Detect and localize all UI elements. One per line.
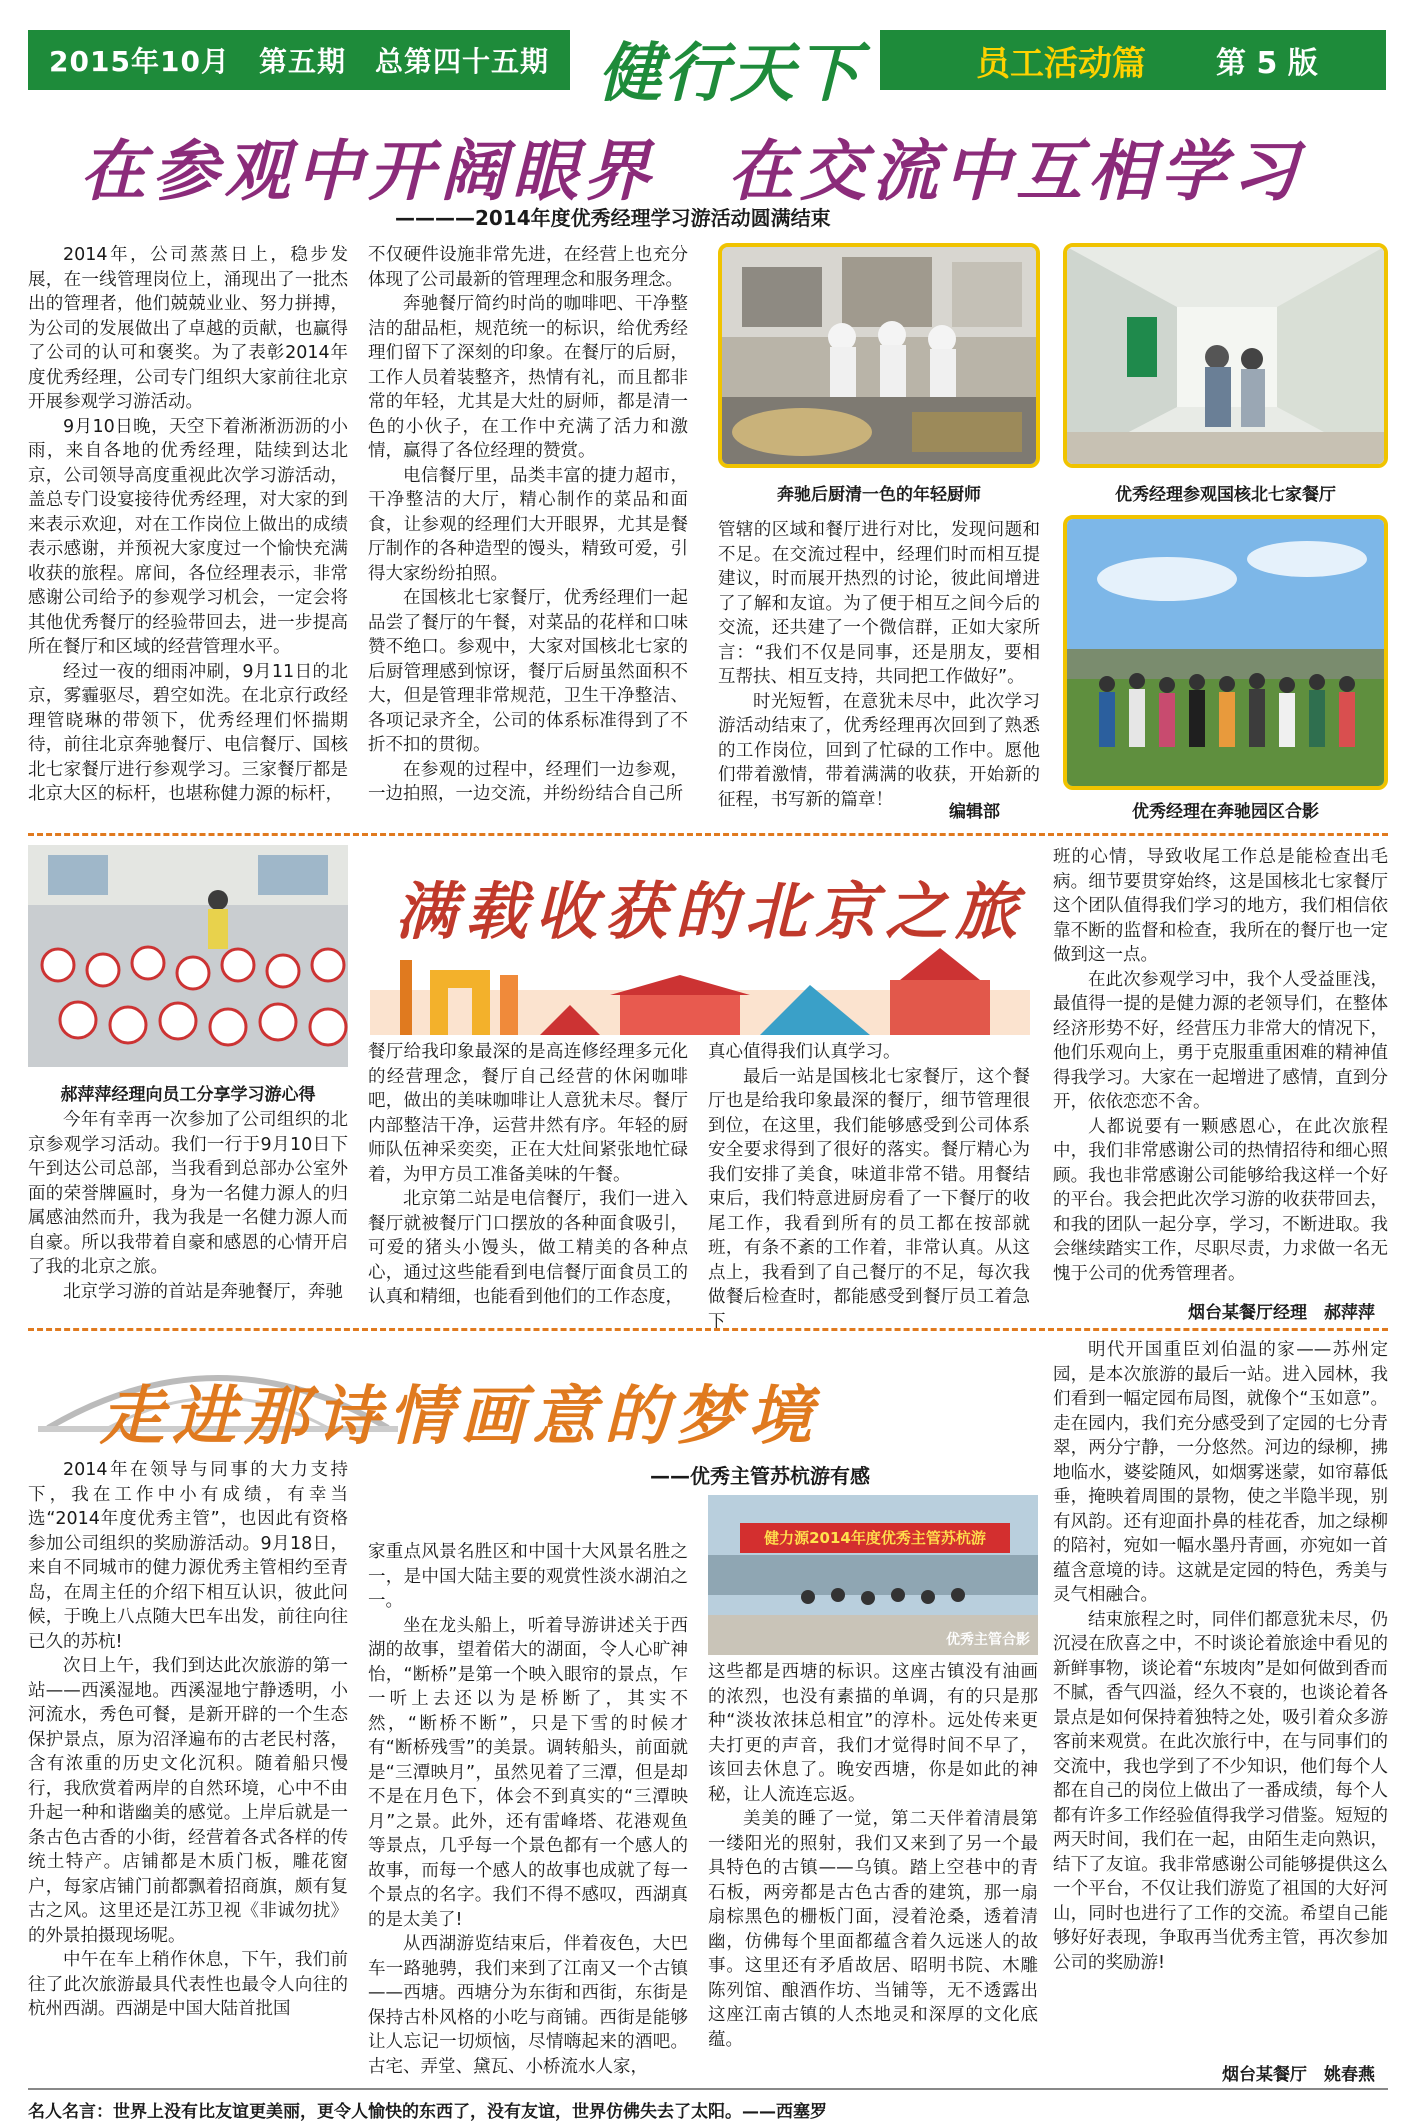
article1-col1 (28, 243, 348, 807)
paragraph: 电信餐厅里，品类丰富的捷力超市，干净整洁的大厅，精心制作的菜品和面食，让参观的经理们大开眼界，尤其是餐厅制作的各种造型的馒头，精致可爱，引得大家纷纷拍照。 (368, 465, 688, 584)
paragraph: 在国核北七家餐厅，优秀经理们一起品尝了餐厅的午餐，对菜品的花样和口味赞不绝口。参观中，大家对国核北七家的后厨管理感到惊讶，餐厅后厨虽然面积不大，但是管理非常规范，卫生干净整洁、各项记录齐全，公司的体系标准得到了不折不扣的贯彻。 (368, 588, 688, 755)
paragraph: 中午在车上稍作休息，下午，我们前往了此次旅游最具代表性也最令人向往的杭州西湖。西湖是中国大陆首批国 (28, 1950, 348, 2019)
paragraph: 最后一站是国核北七家餐厅，这个餐厅也是给我印象最深的餐厅，细节管理很到位，在这里，我们能够感受到公司体系安全要求得到了很好的落实。餐厅精心为我们安排了美食，味道非常不错。用餐结束后，我们特意进厨房看了一下餐厅的收尾工作，我看到所有的员工都在按部就班，有条不紊的工作着，非常认真。从这点上，我看到了自己餐厅的不足，每次我做餐后检查时，都能感受到餐厅员工着急下 (708, 1066, 1030, 1332)
article1-signature: 编辑部 (949, 802, 1000, 822)
group-banner (740, 1523, 1010, 1553)
page-number: 第 5 版 (1216, 46, 1318, 81)
paragraph: 人都说要有一颗感恩心，在此次旅程中，我们非常感谢公司的热情招待和细心照顾。我也非常感谢公司能够给我这样一个好的平台。我会把此次学习游的收获带回去，和我的团队一起分享，学习，不断进取。我会继续踏实工作，尽职尽责，力求做一名无愧于公司的优秀管理者。 (1053, 1116, 1388, 1284)
photo-supervisors-group (708, 1495, 1038, 1655)
paragraph: 今年有幸再一次参加了公司组织的北京参观学习活动。我们一行于9月10日下午到达公司总部，当我看到总部办公室外面的荣誉牌匾时，身为一名健力源人的归属感油然而升，我为我是一名健力源人而自豪。所以我带着自豪和感恩的心情开启了我的北京之旅。 (28, 1110, 348, 1277)
photo-caption: 郝萍萍经理向员工分享学习游心得 (60, 1085, 316, 1105)
section-divider (28, 833, 1388, 836)
paragraph: 2014年在领导与同事的大力支持下，我在工作中小有成绩，有幸当选“2014年度优秀主管”，也因此有资格参加公司组织的奖励游活动。9月18日，来自不同城市的健力源优秀主管相约至青岛，在周主任的介绍下相互认识，彼此问候，于晚上八点随大巴车出发，前往向往已久的苏杭! (28, 1460, 348, 1652)
quote-text: 世界上没有比友谊更美丽，更令人愉快的东西了，没有友谊，世界仿佛失去了太阳。——西塞罗 (113, 2102, 827, 2122)
photo-kitchen-chefs (718, 243, 1040, 468)
paragraph: 家重点风景名胜区和中国十大风景名胜之一，是中国大陆主要的观赏性淡水湖泊之一。 (368, 1542, 688, 1611)
article2-signature: 烟台某餐厅经理 郝萍萍 (1188, 1303, 1375, 1323)
paragraph: 从西湖游览结束后，伴着夜色，大巴车一路驰骋，我们来到了江南又一个古镇——西塘。西塘分为东街和西街，东街是保持古朴风格的小吃与商铺。西街是能够让人忘记一切烦恼，尽情嗨起来的酒吧。古宅、弄堂、黛瓦、小桥流水人家， (368, 1934, 688, 2077)
issue-bar (28, 30, 570, 90)
paragraph: 经过一夜的细雨冲刷，9月11日的北京，雾霾驱尽，碧空如洗。在北京行政经理管晓琳的带领下，优秀经理们怀揣期待，前往北京奔驰餐厅、电信餐厅、国核北七家餐厅进行参观学习。三家餐厅都是北京大区的标杆，也堪称健力源的标杆， (28, 661, 348, 804)
article2-col2 (368, 1040, 688, 1310)
paragraph: 在此次参观学习中，我个人受益匪浅，最值得一提的是健力源的老领导们，在整体经济形势不好，经营压力非常大的情况下，他们乐观向上，勇于克服重重困难的精神值得我学习。大家在一起增进了感情，直到分开，依依恋恋不舍。 (1053, 969, 1388, 1112)
article2-col4 (1053, 845, 1388, 1286)
article3-subtitle: ——优秀主管苏杭游有感 (650, 1464, 870, 1488)
kitchen-illustration (722, 247, 1036, 464)
article2-col3 (708, 1040, 1030, 1334)
section-title: 员工活动篇 (976, 43, 1146, 84)
paragraph: 北京第二站是电信餐厅，我们一进入餐厅就被餐厅门口摆放的各种面食吸引，可爱的猪头小馒头，做工精美的各种点心，通过这些能看到电信餐厅面食员工的认真和精细，也能看到他们的工作态度， (368, 1189, 688, 1307)
article1-subtitle: ————2014年度优秀经理学习游活动圆满结束 (395, 206, 831, 230)
section-bar (880, 30, 1386, 90)
footer-rule (28, 2088, 1388, 2090)
photo-caption: 优秀主管合影 (946, 1632, 1030, 1648)
article3-col1 (28, 1458, 348, 2022)
paragraph: 这些都是西塘的标识。这座古镇没有油画的浓烈，也没有素描的单调，有的只是那种“淡妆浓抹总相宜”的淳朴。远处传来更夫打更的声音，我们才觉得时间不早了，该回去休息了。晚安西塘，你是如此的神秘，让人流连忘返。 (708, 1662, 1038, 1805)
corridor-illustration (1067, 247, 1384, 464)
article1-title: 在参观中开阔眼界 在交流中互相学习 (80, 132, 1304, 210)
photo-corridor-visit (1063, 243, 1388, 468)
paragraph: 9月10日晚，天空下着淅淅沥沥的小雨，来自各地的优秀经理，陆续到达北京，公司领导高度重视此次学习游活动，盖总专门设宴接待优秀经理，对大家的到来表示欢迎，对在工作岗位上做出的成绩表示感谢，并预祝大家度过一个愉快充满收获的旅程。席间，各位经理表示，非常感谢公司给予的参观学习机会，一定会将其他优秀餐厅的经验带回去，进一步提高所在餐厅和区域的经营管理水平。 (28, 416, 348, 657)
paragraph: 班的心情，导致收尾工作总是能检查出毛病。细节要贯穿始终，这是国核北七家餐厅这个团队值得我们学习的地方，我们相信依靠不断的监督和检查，我所在的餐厅也一定做到这一点。 (1053, 847, 1388, 965)
paragraph: 时光短暂，在意犹未尽中，此次学习游活动结束了，优秀经理再次回到了熟悉的工作岗位，回到了忙碌的工作中。愿他们带着激情，带着满满的收获，开始新的征程，书写新的篇章！ (718, 691, 1040, 810)
beijing-skyline-graphic (370, 930, 1030, 1035)
paragraph: 真心值得我们认真学习。 (708, 1042, 901, 1062)
paragraph: 北京学习游的首站是奔驰餐厅，奔驰 (63, 1281, 343, 1302)
paragraph: 2014年，公司蒸蒸日上，稳步发展，在一线管理岗位上，涌现出了一批杰出的管理者，他们兢兢业业、努力拼搏，为公司的发展做出了卓越的贡献，也赢得了公司的认可和褒奖。为了表彰2014年度优秀经理，公司专门组织大家前往北京开展参观学习游活动。 (28, 245, 348, 412)
paragraph: 在参观的过程中，经理们一边参观，一边拍照，一边交流，并纷纷结合自己所 (368, 759, 688, 804)
paragraph: 坐在龙头船上，听着导游讲述关于西湖的故事，望着偌大的湖面，令人心旷神怡，“断桥”是第一个映入眼帘的景点，乍一听上去还以为是桥断了，其实不然，“断桥不断”，只是下雪的时候才有“断桥残雪”的美景。调转船头，前面就是“三潭映月”，虽然见着了三潭，但是却不是在月色下，体会不到真实的“三潭映月”之景。此外，还有雷峰塔、花港观鱼等景点，几乎每一个景色都有一个感人的故事，而每一个感人的故事也成就了每一个景点的名字。我们不得不感叹，西湖真的是太美了! (368, 1615, 688, 1930)
article2-col1 (28, 1108, 348, 1304)
article2-title: 满载收获的北京之旅 (395, 875, 1026, 948)
article1-col3 (718, 518, 1040, 812)
article3-signature: 烟台某餐厅 姚春燕 (1222, 2065, 1375, 2085)
issue-info: 2015年10月 第五期 总第四十五期 (49, 45, 549, 78)
photo-sharing-session (28, 845, 348, 1067)
paragraph: 餐厅给我印象最深的是高连修经理多元化的经营理念，餐厅自己经营的休闲咖啡吧，做出的美味咖啡让人意犹未尽。餐厅内部整洁干净，运营井然有序。年轻的厨师队伍神采奕奕，正在大灶间紧张地忙碌着，为甲方员工准备美味的午餐。 (368, 1042, 688, 1185)
article1-col2 (368, 243, 688, 807)
photo-group-campus (1063, 515, 1388, 790)
article3-col2 (368, 1540, 688, 2079)
banner-text: 健力源2014年度优秀主管苏杭游 (764, 1529, 986, 1547)
famous-quote (28, 2097, 1388, 2122)
article3-col4 (1053, 1338, 1388, 1975)
paragraph: 明代开国重臣刘伯温的家——苏州定园，是本次旅游的最后一站。进入园林，我们看到一幅定园布局图，就像个“玉如意”。走在园内，我们充分感受到了定园的七分青翠，两分宁静，一分悠然。河边的绿柳，拂地临水，婆娑随风，如烟雾迷蒙，如帘幕低垂，掩映着周围的景物，使之半隐半现，别有风韵。还有迎面扑鼻的桂花香，加之绿柳的陪衬，宛如一幅水墨丹青画，亦宛如一首蕴含意境的诗。这就是定园的特色，秀美与灵气相融合。 (1053, 1340, 1388, 1605)
paragraph: 管辖的区域和餐厅进行对比，发现问题和不足。在交流过程中，经理们时而相互提建议，时而展开热烈的讨论，彼此间增进了了解和友谊。为了便于相互之间今后的交流，还共建了一个微信群，正如大家所言：“我们不仅是同事，还是朋友，要相互帮扶、相互支持，共同把工作做好”。 (718, 520, 1040, 687)
masthead-logo: 健行天下 (598, 36, 862, 111)
paragraph: 美美的睡了一觉，第二天伴着清晨第一缕阳光的照射，我们又来到了另一个最具特色的古镇——乌镇。踏上空巷中的青石板，两旁都是古色古香的建筑，那一扇扇棕黑色的栅板门面，浸着沧桑，透着清幽，仿佛每个里面都蕴含着久远迷人的故事。这里还有矛盾故居、昭明书院、木雕陈列馆、酿酒作坊、当铺等，无不透露出这座江南古镇的人杰地灵和深厚的文化底蕴。 (708, 1809, 1038, 2050)
classroom-illustration (28, 845, 348, 1067)
paragraph: 不仅硬件设施非常先进，在经营上也充分体现了公司最新的管理理念和服务理念。 (368, 245, 688, 290)
group-illustration (1067, 519, 1384, 786)
photo-caption: 优秀经理参观国核北七家餐厅 (1115, 485, 1336, 505)
photo-caption: 奔驰后厨清一色的年轻厨师 (777, 485, 981, 505)
quote-label: 名人名言： (28, 2102, 113, 2122)
article3-title: 走进那诗情画意的梦境 (100, 1379, 820, 1454)
section-divider (28, 1328, 1388, 1331)
paragraph: 结束旅程之时，同伴们都意犹未尽，仍沉浸在欣喜之中，不时谈论着旅途中看见的新鲜事物，谈论着“东坡肉”是如何做到香而不腻，香气四溢，经久不衰的，也谈论着各景点是如何保持着独特之处，吸引着众多游客前来观赏。在此次旅行中，在与同事们的交流中，我也学到了不少知识，他们每个人都在自己的岗位上做出了一番成绩，每个人都有许多工作经验值得我学习借鉴。短短的两天时间，我们在一起，由陌生走向熟识，结下了友谊。我非常感谢公司能够提供这么一个平台，不仅让我们游览了祖国的大好河山，同时也进行了工作的交流。希望自己能够好好表现，争取再当优秀主管，再次参加公司的奖励游! (1053, 1609, 1388, 1973)
article3-col3 (708, 1660, 1038, 2052)
photo-caption: 优秀经理在奔驰园区合影 (1132, 802, 1319, 822)
paragraph: 奔驰餐厅简约时尚的咖啡吧、干净整洁的甜品柜，规范统一的标识，给优秀经理们留下了深刻的印象。在餐厅的后厨，工作人员着装整齐，热情有礼，而且都非常的年轻，尤其是大灶的厨师，都是清一色的小伙子，在工作中充满了活力和激情，赢得了各位经理的赞赏。 (368, 294, 688, 461)
paragraph: 次日上午，我们到达此次旅游的第一站——西溪湿地。西溪湿地宁静透明，小河流水，秀色可餐，是新开辟的一个生态保护景点，原为沼泽遍布的古老民村落，含有浓重的历史文化沉积。随着船只慢行，我欣赏着两岸的自然环境，心中不由升起一种和谐幽美的感觉。上岸后就是一条古色古香的小街，经营着各式各样的传统土特产。店铺都是木质门板，雕花窗户，每家店铺门前都飘着招商旗，颇有复古之风。这里还是江苏卫视《非诚勿扰》的外景拍摄现场呢。 (28, 1656, 348, 1946)
